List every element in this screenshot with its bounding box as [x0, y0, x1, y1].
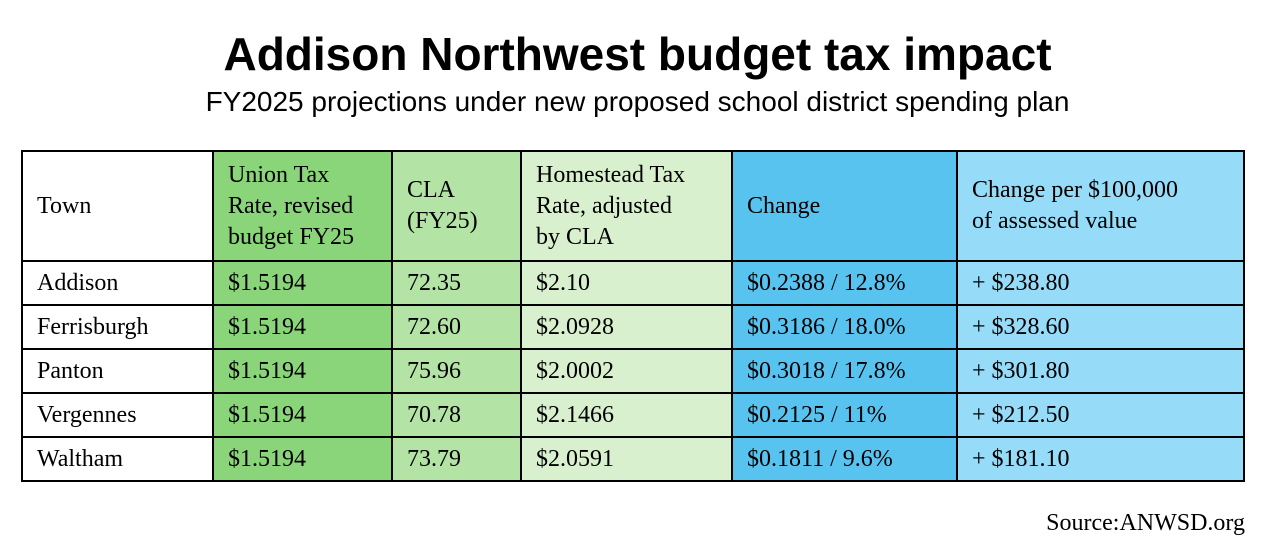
chart-subtitle: FY2025 projections under new proposed school district spending plan [205, 86, 1070, 117]
cell-change-per-100k: + $212.50 [957, 393, 1244, 437]
cell-cla: 72.35 [392, 261, 521, 305]
cell-change-per-100k: + $238.80 [957, 261, 1244, 305]
cell-cla: 73.79 [392, 437, 521, 481]
header-union-line-3: budget FY25 [228, 223, 354, 250]
cell-change-per-100k: + $328.60 [957, 305, 1244, 349]
source-credit: Source:ANWSD.org [1046, 510, 1245, 536]
cell-union-tax-rate: $1.5194 [213, 349, 392, 393]
cell-cla: 75.96 [392, 349, 521, 393]
header-union-line-2: Rate, revised [228, 192, 354, 219]
chart-title: Addison Northwest budget tax impact [223, 28, 1052, 80]
cell-town: Panton [22, 349, 213, 393]
table-row [22, 261, 1244, 305]
table-row [22, 349, 1244, 393]
cell-cla: 72.60 [392, 305, 521, 349]
cell-union-tax-rate: $1.5194 [213, 261, 392, 305]
cell-town: Waltham [22, 437, 213, 481]
table-row [22, 305, 1244, 349]
tax-impact-table [21, 150, 1245, 482]
cell-change: $0.3018 / 17.8% [732, 349, 957, 393]
cell-change: $0.1811 / 9.6% [732, 437, 957, 481]
cell-homestead-tax-rate: $2.1466 [521, 393, 732, 437]
cell-homestead-tax-rate: $2.0591 [521, 437, 732, 481]
header-change-per-100k [957, 151, 1244, 261]
cell-change: $0.3186 / 18.0% [732, 305, 957, 349]
cell-change: $0.2388 / 12.8% [732, 261, 957, 305]
header-union-tax-rate [213, 151, 392, 261]
header-town [22, 151, 213, 261]
header-change [732, 151, 957, 261]
cell-change-per-100k: + $301.80 [957, 349, 1244, 393]
header-homestead-line-1: Homestead Tax [536, 161, 686, 188]
cell-cla: 70.78 [392, 393, 521, 437]
header-cla-line-1: CLA [407, 177, 455, 203]
header-homestead-line-2: Rate, adjusted [536, 192, 672, 219]
table-row [22, 437, 1244, 481]
cell-town: Vergennes [22, 393, 213, 437]
header-union-line-1: Union Tax [228, 161, 330, 188]
table-row [22, 393, 1244, 437]
header-cla [392, 151, 521, 261]
header-homestead-line-3: by CLA [536, 223, 614, 250]
header-per100k-line-1: Change per $100,000 [972, 177, 1178, 203]
cell-union-tax-rate: $1.5194 [213, 437, 392, 481]
header-town-line-1: Town [37, 192, 92, 219]
cell-union-tax-rate: $1.5194 [213, 393, 392, 437]
header-homestead-tax-rate [521, 151, 732, 261]
cell-union-tax-rate: $1.5194 [213, 305, 392, 349]
cell-town: Addison [22, 261, 213, 305]
cell-town: Ferrisburgh [22, 305, 213, 349]
cell-change: $0.2125 / 11% [732, 393, 957, 437]
header-row [22, 151, 1244, 261]
header-cla-line-2: (FY25) [407, 208, 478, 234]
header-change-line-1: Change [747, 192, 821, 219]
cell-homestead-tax-rate: $2.0002 [521, 349, 732, 393]
cell-homestead-tax-rate: $2.10 [521, 261, 732, 305]
cell-change-per-100k: + $181.10 [957, 437, 1244, 481]
header-per100k-line-2: of assessed value [972, 208, 1138, 234]
cell-homestead-tax-rate: $2.0928 [521, 305, 732, 349]
